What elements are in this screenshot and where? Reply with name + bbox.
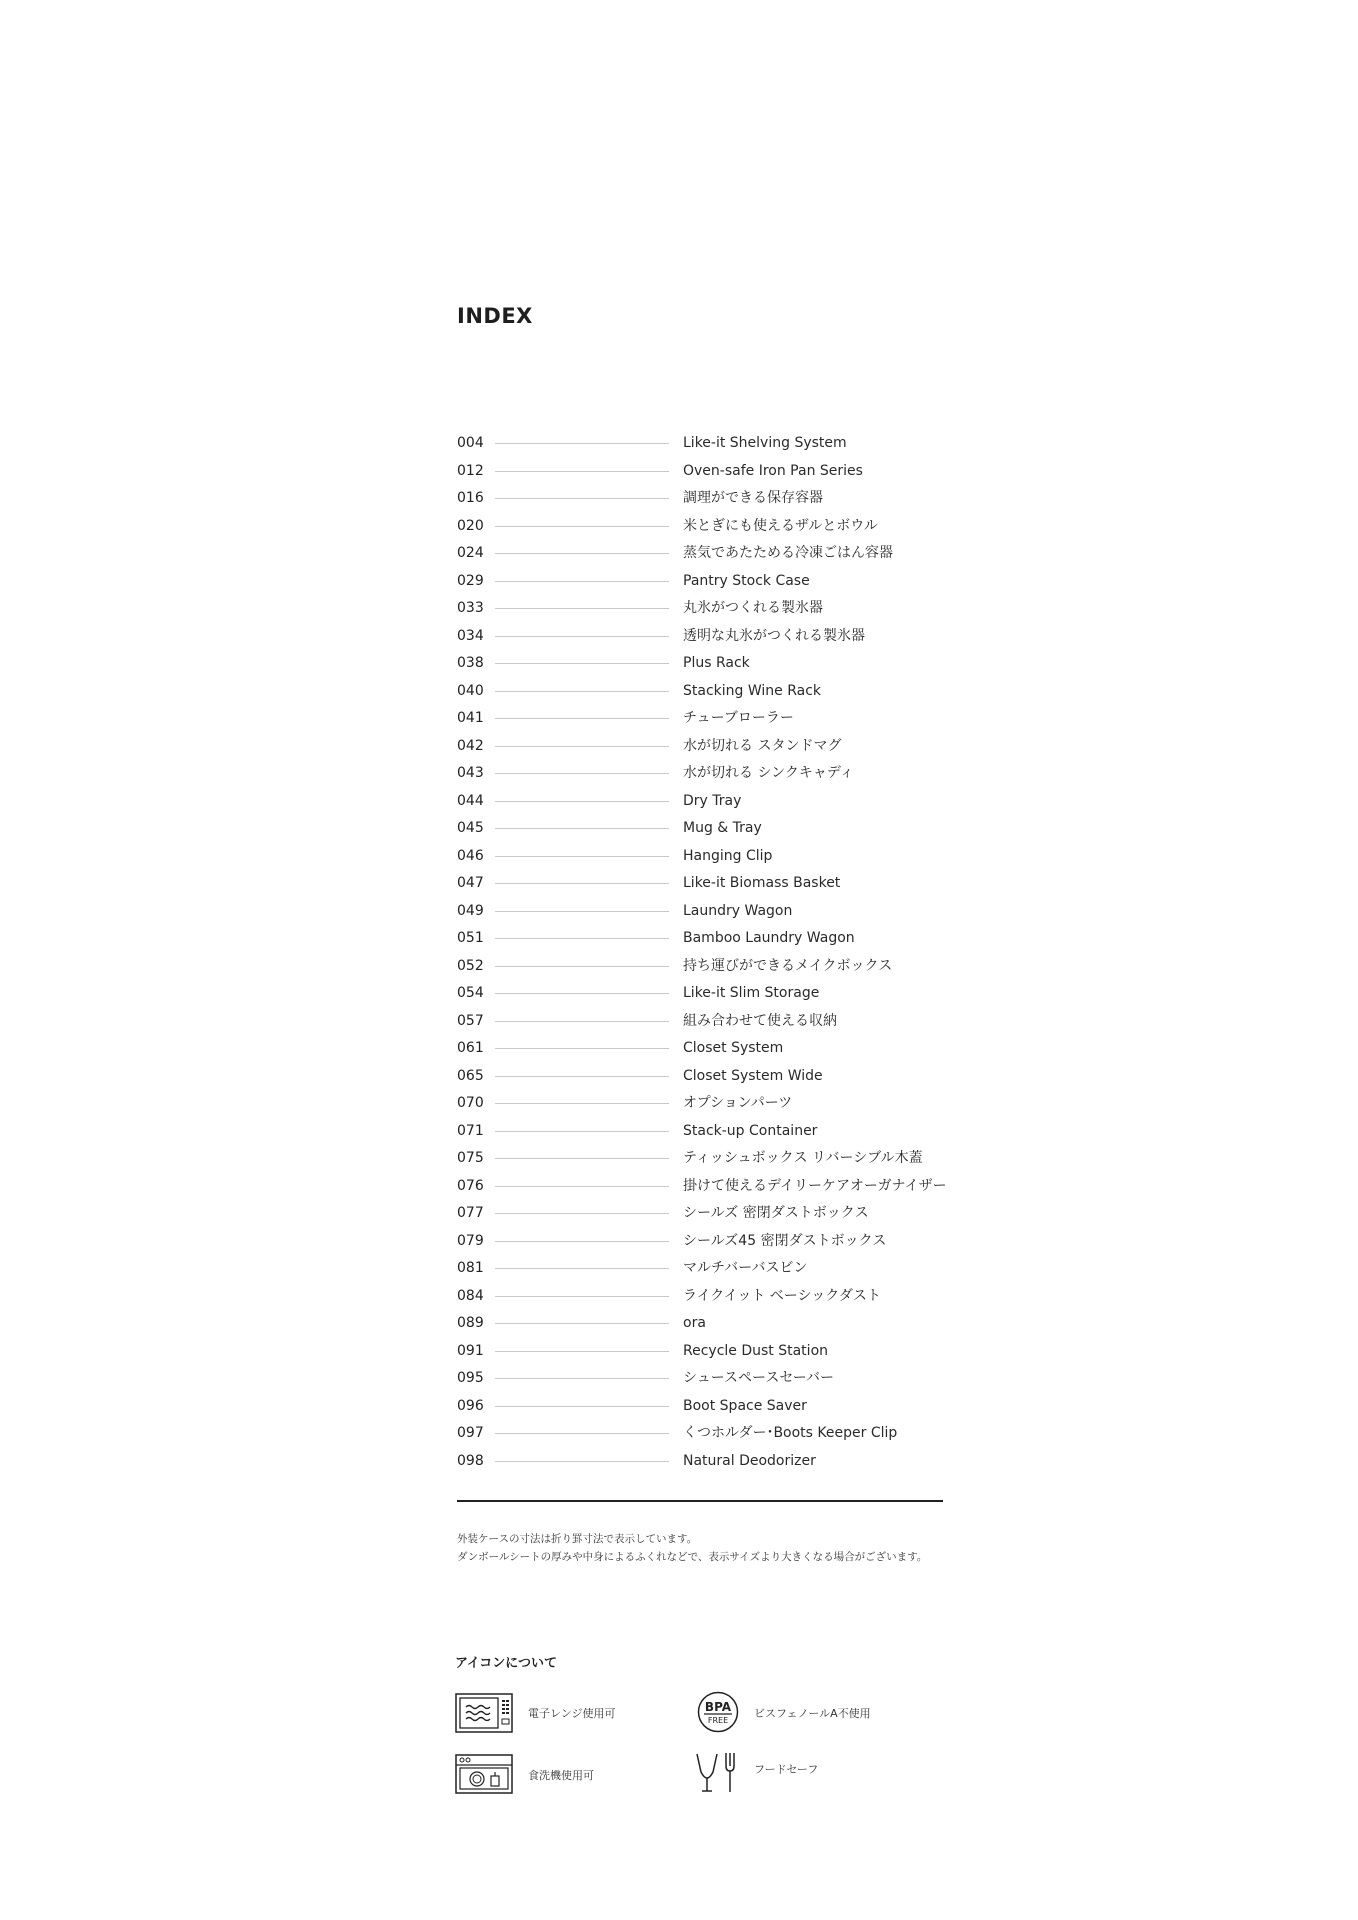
index-row <box>457 1336 977 1364</box>
leader-line <box>495 828 669 829</box>
entry-title: シュースペースセーバー <box>683 1370 835 1386</box>
entry-title: Mug & Tray <box>683 820 762 836</box>
leader-line <box>495 1406 669 1407</box>
page-number: 042 <box>457 737 484 754</box>
entry-title: シールズ 密閉ダストボックス <box>683 1205 869 1221</box>
legend-label: 電子レンジ使用可 <box>528 1707 616 1720</box>
entry-title: オプションパーツ <box>683 1095 793 1111</box>
index-row <box>457 456 977 484</box>
leader-line <box>495 883 669 884</box>
index-list <box>457 428 977 1473</box>
page-number: 096 <box>457 1397 484 1414</box>
entry-title: くつホルダー･Boots Keeper Clip <box>683 1425 898 1441</box>
entry-title: Like-it Shelving System <box>683 435 847 451</box>
entry-title: Like-it Biomass Basket <box>683 875 841 891</box>
legend-title: アイコンについて <box>455 1656 558 1671</box>
entry-title: 蒸気であたためる冷凍ごはん容器 <box>683 545 893 561</box>
leader-line <box>495 1268 669 1269</box>
entry-title: Recycle Dust Station <box>683 1342 829 1359</box>
page-number: 076 <box>457 1177 484 1194</box>
leader-line <box>495 911 669 912</box>
leader-line <box>495 636 669 637</box>
leader-line <box>495 553 669 554</box>
page-number: 029 <box>457 572 484 589</box>
index-row <box>457 923 977 951</box>
food-safe-icon <box>695 1750 741 1794</box>
entry-title: ora <box>683 1315 706 1331</box>
entry-title: 水が切れる スタンドマグ <box>683 737 842 754</box>
entry-title: マルチバーバスビン <box>683 1260 808 1276</box>
index-row <box>457 1171 977 1199</box>
index-row <box>457 1308 977 1336</box>
page-number: 047 <box>457 875 484 891</box>
leader-line <box>495 608 669 609</box>
page-number: 044 <box>457 792 484 809</box>
page-number: 012 <box>457 462 484 479</box>
leader-line <box>495 1241 669 1242</box>
page-number: 034 <box>457 627 484 644</box>
leader-line <box>495 1323 669 1324</box>
index-row <box>457 1253 977 1281</box>
page-number: 052 <box>457 957 484 974</box>
entry-title: Natural Deodorizer <box>683 1452 816 1469</box>
dishwasher-icon <box>455 1754 513 1794</box>
index-row <box>457 1198 977 1226</box>
leader-line <box>495 1378 669 1379</box>
leader-line <box>495 581 669 582</box>
leader-line <box>495 1131 669 1132</box>
leader-line <box>495 1461 669 1462</box>
entry-title: 調理ができる保存容器 <box>683 490 823 506</box>
entry-title: 水が切れる シンクキャディ <box>683 765 854 781</box>
index-row <box>457 1061 977 1089</box>
page-number: 041 <box>457 710 484 726</box>
index-row <box>457 511 977 539</box>
leader-line <box>495 663 669 664</box>
leader-line <box>495 443 669 444</box>
index-row <box>457 1446 977 1474</box>
page-number: 091 <box>457 1342 484 1359</box>
page-number: 097 <box>457 1425 484 1441</box>
leader-line <box>495 856 669 857</box>
entry-title: Boot Space Saver <box>683 1397 807 1414</box>
page-number: 033 <box>457 600 484 616</box>
index-row <box>457 1088 977 1116</box>
index-row <box>457 538 977 566</box>
page-number: 045 <box>457 820 484 836</box>
leader-line <box>495 471 669 472</box>
page-number: 016 <box>457 490 484 506</box>
page-number: 004 <box>457 435 484 451</box>
page-number: 061 <box>457 1040 484 1056</box>
leader-line <box>495 691 669 692</box>
page-number: 084 <box>457 1287 484 1304</box>
bpa-text: BPA <box>704 1700 732 1714</box>
page-number: 040 <box>457 682 484 699</box>
entry-title: Pantry Stock Case <box>683 572 810 589</box>
footnote-line: 外装ケースの寸法は折り罫寸法で表示しています。 <box>457 1533 698 1545</box>
leader-line <box>495 773 669 774</box>
entry-title: 持ち運びができるメイクボックス <box>683 957 893 974</box>
entry-title: Like-it Slim Storage <box>683 985 820 1001</box>
entry-title: Bamboo Laundry Wagon <box>683 930 855 946</box>
page-number: 046 <box>457 847 484 864</box>
index-row <box>457 813 977 841</box>
free-text: FREE <box>707 1716 729 1725</box>
leader-line <box>495 801 669 802</box>
index-row <box>457 786 977 814</box>
index-row <box>457 621 977 649</box>
index-row <box>457 1033 977 1061</box>
page-number: 077 <box>457 1205 484 1221</box>
leader-line <box>495 718 669 719</box>
index-row <box>457 593 977 621</box>
index-row <box>457 841 977 869</box>
index-row <box>457 703 977 731</box>
leader-line <box>495 1021 669 1022</box>
index-row <box>457 648 977 676</box>
entry-title: Closet System Wide <box>683 1067 823 1084</box>
index-row <box>457 1226 977 1254</box>
page-number: 089 <box>457 1315 484 1331</box>
entry-title: ライクイット ベーシックダスト <box>683 1287 881 1304</box>
index-row <box>457 1363 977 1391</box>
leader-line <box>495 938 669 939</box>
index-row <box>457 483 977 511</box>
index-row <box>457 1006 977 1034</box>
entry-title: Hanging Clip <box>683 847 773 864</box>
entry-title: シールズ45 密閉ダストボックス <box>683 1232 887 1249</box>
page-number: 070 <box>457 1095 484 1111</box>
entry-title: ティッシュボックス リバーシブル木蓋 <box>683 1150 923 1166</box>
index-row <box>457 951 977 979</box>
page-number: 024 <box>457 545 484 561</box>
microwave-icon <box>455 1693 513 1733</box>
page-number: 098 <box>457 1452 484 1469</box>
entry-title: Laundry Wagon <box>683 902 793 919</box>
index-row <box>457 896 977 924</box>
entry-title: 掛けて使えるデイリーケアオーガナイザー <box>683 1177 947 1194</box>
page-number: 057 <box>457 1012 484 1029</box>
index-row <box>457 868 977 896</box>
legend-label: ビスフェノールA不使用 <box>754 1707 871 1720</box>
index-row <box>457 428 977 456</box>
footnotes <box>457 1530 927 1566</box>
entry-title: チューブローラー <box>683 710 794 726</box>
page-number: 071 <box>457 1122 484 1139</box>
entry-title: Stack-up Container <box>683 1122 818 1139</box>
leader-line <box>495 746 669 747</box>
page-number: 043 <box>457 765 484 781</box>
entry-title: Oven-safe Iron Pan Series <box>683 462 863 479</box>
page-number: 075 <box>457 1150 484 1166</box>
leader-line <box>495 1433 669 1434</box>
leader-line <box>495 1351 669 1352</box>
index-row <box>457 978 977 1006</box>
page-number: 049 <box>457 902 484 919</box>
legend-label: フードセーフ <box>754 1763 819 1776</box>
leader-line <box>495 1296 669 1297</box>
footnote-line: ダンボールシートの厚みや中身によるふくれなどで、表示サイズより大きくなる場合がございます。 <box>457 1551 928 1563</box>
page-number: 081 <box>457 1260 484 1276</box>
index-row <box>457 676 977 704</box>
leader-line <box>495 1076 669 1077</box>
page-number: 065 <box>457 1067 484 1084</box>
entry-title: 透明な丸氷がつくれる製氷器 <box>683 627 865 644</box>
leader-line <box>495 993 669 994</box>
entry-title: 丸氷がつくれる製氷器 <box>683 600 823 616</box>
page-title: INDEX <box>457 304 533 328</box>
index-row <box>457 731 977 759</box>
index-row <box>457 1116 977 1144</box>
entry-title: Stacking Wine Rack <box>683 682 822 699</box>
leader-line <box>495 966 669 967</box>
leader-line <box>495 1048 669 1049</box>
entry-title: Closet System <box>683 1040 784 1056</box>
page-number: 051 <box>457 930 484 946</box>
entry-title: Dry Tray <box>683 792 742 809</box>
index-row <box>457 1418 977 1446</box>
index-row <box>457 758 977 786</box>
index-row <box>457 1143 977 1171</box>
index-row <box>457 566 977 594</box>
leader-line <box>495 526 669 527</box>
page-number: 038 <box>457 655 484 671</box>
bpa-free-icon <box>697 1691 739 1733</box>
divider <box>457 1500 943 1502</box>
page-number: 095 <box>457 1370 484 1386</box>
leader-line <box>495 1158 669 1159</box>
legend-label: 食洗機使用可 <box>528 1769 594 1782</box>
leader-line <box>495 498 669 499</box>
leader-line <box>495 1213 669 1214</box>
entry-title: Plus Rack <box>683 655 750 671</box>
page-number: 054 <box>457 985 484 1001</box>
leader-line <box>495 1186 669 1187</box>
entry-title: 組み合わせて使える収納 <box>683 1012 837 1029</box>
index-row <box>457 1391 977 1419</box>
index-row <box>457 1281 977 1309</box>
page-number: 020 <box>457 517 484 534</box>
entry-title: 米とぎにも使えるザルとボウル <box>683 517 878 534</box>
page-number: 079 <box>457 1232 484 1249</box>
leader-line <box>495 1103 669 1104</box>
